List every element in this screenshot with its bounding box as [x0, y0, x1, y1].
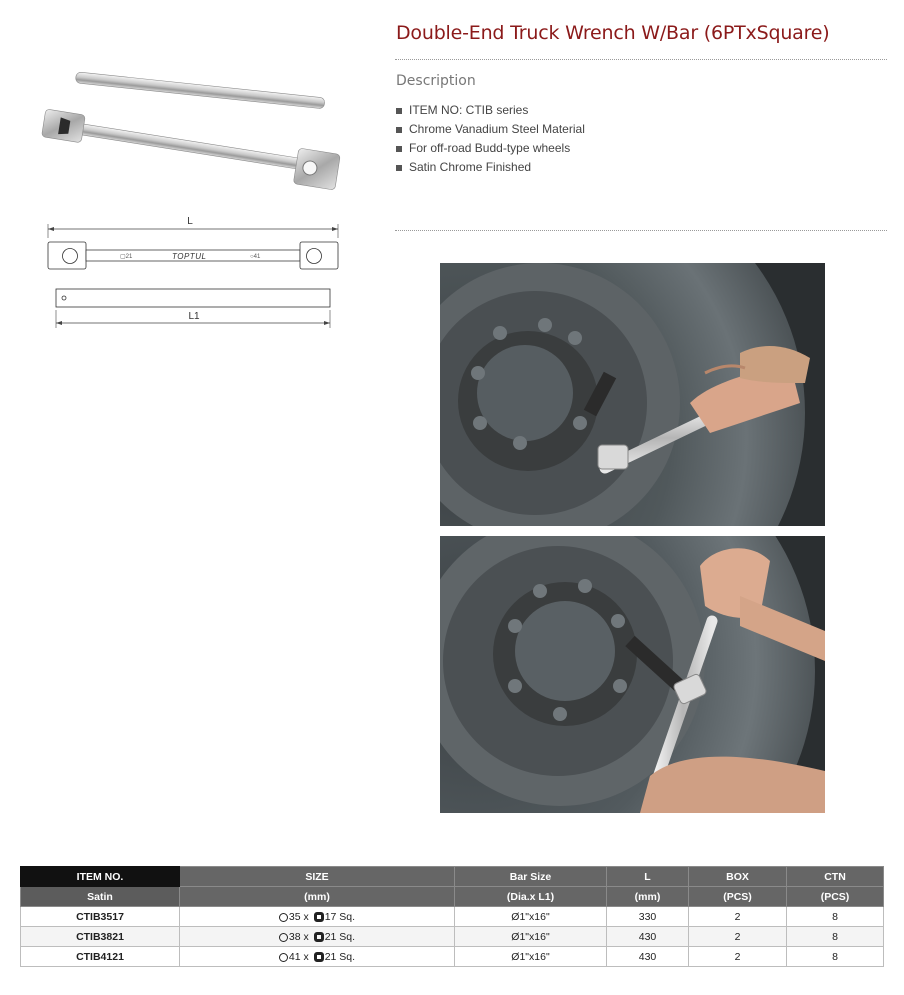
square-size: 21 Sq. [324, 950, 356, 963]
square-socket-icon [314, 912, 324, 922]
column-header: CTN [787, 867, 884, 887]
table-row [21, 947, 884, 967]
product-title: Double-End Truck Wrench W/Bar (6PTxSquare) [396, 22, 830, 44]
description-heading: Description [396, 73, 476, 89]
usage-photo-2 [440, 536, 825, 813]
square-socket-icon [314, 952, 324, 962]
item-code: CTIB3821 [21, 927, 180, 947]
column-subheader: (Dia.x L1) [455, 887, 607, 907]
product-photo [38, 62, 348, 192]
dimension-drawing [38, 210, 348, 335]
column-subheader: Satin [21, 887, 180, 907]
ctn-qty: 8 [787, 947, 884, 967]
box-qty: 2 [689, 907, 787, 927]
column-subheader: (PCS) [787, 887, 884, 907]
hex-socket-icon [279, 933, 288, 942]
size-cell [180, 947, 455, 967]
hex-size: 35 x [288, 910, 309, 923]
feature-list [396, 101, 585, 177]
size-cell [180, 927, 455, 947]
table-row [21, 927, 884, 947]
spec-table [20, 866, 884, 967]
brand-mark: TOPTUL [172, 252, 207, 261]
feature-item: Chrome Vanadium Steel Material [396, 120, 585, 139]
table-header-row [21, 867, 884, 887]
sliding-bar [75, 72, 325, 109]
box-qty: 2 [689, 947, 787, 967]
length: 430 [607, 947, 689, 967]
feature-item: Satin Chrome Finished [396, 158, 585, 177]
bar-length-label: L1 [188, 311, 200, 322]
end-mark-left: ▢21 [120, 254, 133, 260]
table-row [21, 907, 884, 927]
ctn-qty: 8 [787, 927, 884, 947]
column-subheader: (mm) [180, 887, 455, 907]
feature-item: ITEM NO: CTIB series [396, 101, 585, 120]
square-socket-icon [314, 932, 324, 942]
hex-socket-icon [279, 953, 288, 962]
box-qty: 2 [689, 927, 787, 947]
column-header: BOX [689, 867, 787, 887]
table-subheader-row [21, 887, 884, 907]
column-header: ITEM NO. [21, 867, 180, 887]
feature-item: For off-road Budd-type wheels [396, 139, 585, 158]
column-subheader: (PCS) [689, 887, 787, 907]
item-code: CTIB3517 [21, 907, 180, 927]
item-code: CTIB4121 [21, 947, 180, 967]
usage-photo-1 [440, 263, 825, 526]
wrench-body [40, 108, 340, 190]
divider-bottom [395, 230, 887, 231]
hex-size: 41 x [288, 950, 309, 963]
bar-outline [56, 289, 330, 307]
size-cell [180, 907, 455, 927]
square-size: 17 Sq. [324, 910, 356, 923]
length: 430 [607, 927, 689, 947]
end-mark-right: ○41 [250, 254, 261, 260]
bar-size: Ø1"x16" [455, 927, 607, 947]
column-header: Bar Size [455, 867, 607, 887]
hex-size: 38 x [288, 930, 309, 943]
hex-socket-icon [279, 913, 288, 922]
length-label: L [187, 216, 193, 227]
ctn-qty: 8 [787, 907, 884, 927]
column-subheader: (mm) [607, 887, 689, 907]
bar-size: Ø1"x16" [455, 907, 607, 927]
column-header: L [607, 867, 689, 887]
divider-top [395, 59, 887, 60]
length: 330 [607, 907, 689, 927]
bar-size: Ø1"x16" [455, 947, 607, 967]
square-size: 21 Sq. [324, 930, 356, 943]
column-header: SIZE [180, 867, 455, 887]
